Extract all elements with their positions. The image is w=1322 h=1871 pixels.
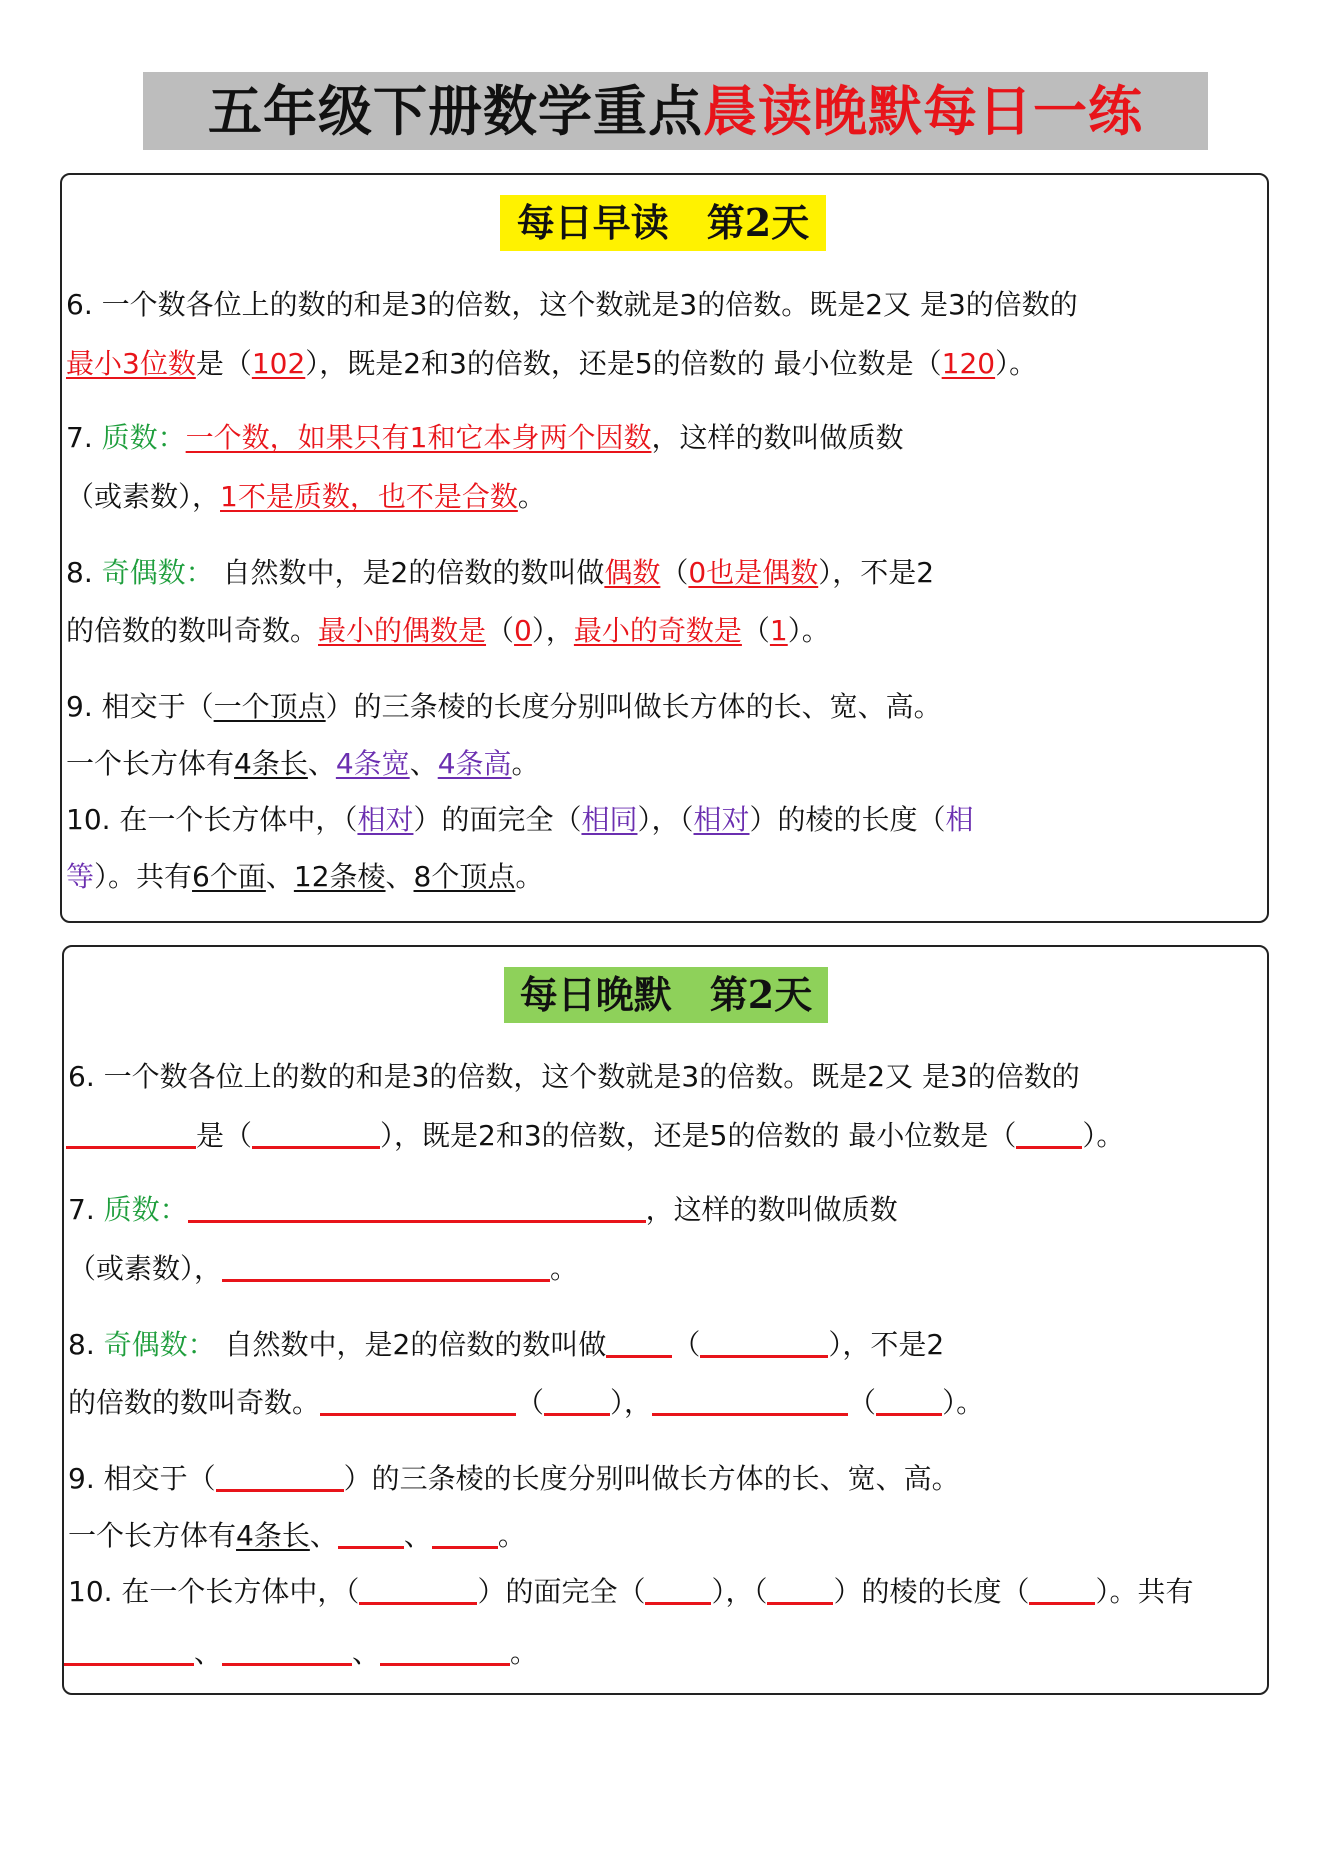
text: 是（ bbox=[195, 347, 252, 380]
evening-q8-line2 bbox=[68, 1385, 984, 1421]
answer-text: 一个数，如果只有1和它本身两个因数 bbox=[185, 421, 652, 454]
text: 、 bbox=[309, 1519, 338, 1552]
answer-text: 120 bbox=[941, 347, 996, 380]
fill-blank[interactable] bbox=[222, 1251, 550, 1282]
text: 、 bbox=[385, 860, 414, 893]
text: （ bbox=[660, 556, 689, 589]
text: ，这样的数叫做质数 bbox=[645, 1193, 898, 1226]
fill-blank[interactable] bbox=[66, 1118, 196, 1149]
term-label: 奇偶数： bbox=[101, 556, 214, 589]
evening-q7-line1 bbox=[68, 1192, 898, 1228]
text: 的倍数的数叫奇数。 bbox=[68, 1386, 321, 1419]
term-label: 奇偶数： bbox=[103, 1328, 216, 1361]
morning-q10-line2 bbox=[66, 859, 543, 895]
text: ）。 bbox=[1082, 1119, 1125, 1152]
answer-text: 0也是偶数 bbox=[688, 556, 819, 589]
morning-q8-line2 bbox=[66, 613, 830, 649]
text: ）的三条棱的长度分别叫做长方体的长、宽、高。 bbox=[325, 690, 942, 723]
text: 、 bbox=[307, 747, 336, 780]
evening-q10-line2 bbox=[64, 1635, 538, 1671]
text: 9. 相交于（ bbox=[66, 690, 214, 723]
text: 、 bbox=[403, 1519, 432, 1552]
text: 自然数中，是2的倍数的数叫做 bbox=[213, 556, 605, 589]
text: ）的面完全（ bbox=[477, 1575, 646, 1608]
answer-text: 6个面 bbox=[192, 860, 266, 893]
text: ），不是2 bbox=[828, 1328, 945, 1361]
text: 。 bbox=[510, 1636, 539, 1669]
fill-blank[interactable] bbox=[338, 1518, 404, 1549]
fill-blank[interactable] bbox=[432, 1518, 498, 1549]
text: 7. bbox=[66, 421, 102, 454]
text: ）的面完全（ bbox=[413, 803, 582, 836]
text: 10. 在一个长方体中，（ bbox=[66, 803, 358, 836]
fill-blank[interactable] bbox=[188, 1192, 646, 1223]
text: ），既是2和3的倍数，还是5的倍数的 最小位数是（ bbox=[380, 1119, 1017, 1152]
fill-blank[interactable] bbox=[222, 1635, 352, 1666]
answer-text: 相 bbox=[945, 803, 974, 836]
text: （或素数）， bbox=[66, 480, 221, 513]
text: 9. 相交于（ bbox=[68, 1462, 216, 1495]
text: ）。 bbox=[787, 614, 830, 647]
answer-text: 最小的奇数是 bbox=[573, 614, 742, 647]
morning-q6-line2 bbox=[66, 346, 1037, 382]
text: ）， bbox=[531, 614, 574, 647]
text: 。 bbox=[497, 1519, 526, 1552]
fill-blank[interactable] bbox=[64, 1635, 194, 1666]
text: 的倍数的数叫奇数。 bbox=[66, 614, 319, 647]
answer-text: 4条高 bbox=[437, 747, 512, 780]
morning-q8-line1 bbox=[66, 555, 934, 591]
evening-q6-line1: 6. 一个数各位上的数的和是3的倍数，这个数就是3的倍数。既是2又 是3的倍数的 bbox=[68, 1060, 1080, 1093]
text: ，这样的数叫做质数 bbox=[651, 421, 904, 454]
text: 8. bbox=[66, 556, 102, 589]
title-part-2: 晨读晚默每日一练 bbox=[703, 79, 1143, 143]
morning-title-day: 第2天 bbox=[706, 200, 810, 245]
text: 一个长方体有 bbox=[68, 1519, 237, 1552]
text: （ bbox=[516, 1386, 545, 1419]
answer-text: 最小的偶数是 bbox=[318, 614, 487, 647]
evening-q10-line1 bbox=[68, 1574, 1194, 1610]
text: 7. bbox=[68, 1193, 104, 1226]
evening-title-label: 每日晚默 bbox=[519, 972, 672, 1017]
text: ），不是2 bbox=[818, 556, 935, 589]
text: ），既是2和3的倍数，还是5的倍数的 最小位数是（ bbox=[305, 347, 942, 380]
answer-text: 偶数 bbox=[604, 556, 661, 589]
morning-q10-line1 bbox=[66, 802, 974, 838]
text: （ bbox=[486, 614, 515, 647]
text: ）的棱的长度（ bbox=[749, 803, 946, 836]
fill-blank[interactable] bbox=[252, 1118, 380, 1149]
answer-text: 一个顶点 bbox=[213, 690, 326, 723]
answer-text: 0 bbox=[514, 614, 532, 647]
text: 8. bbox=[68, 1328, 104, 1361]
fill-blank[interactable] bbox=[876, 1385, 942, 1416]
text: 一个长方体有 bbox=[66, 747, 235, 780]
morning-q6-line1: 6. 一个数各位上的数的和是3的倍数，这个数就是3的倍数。既是2又 是3的倍数的 bbox=[66, 288, 1078, 321]
fill-blank[interactable] bbox=[606, 1327, 672, 1358]
evening-q9-line2 bbox=[68, 1518, 526, 1554]
morning-q7-line1 bbox=[66, 420, 903, 456]
text: ）。 bbox=[942, 1386, 985, 1419]
text: ），（ bbox=[711, 1575, 768, 1608]
answer-text: 等 bbox=[66, 860, 95, 893]
answer-text: 1 bbox=[769, 614, 788, 647]
text: 是（ bbox=[196, 1119, 253, 1152]
evening-card-title bbox=[504, 967, 828, 1023]
evening-title-day: 第2天 bbox=[709, 972, 813, 1017]
text: 。 bbox=[517, 480, 546, 513]
answer-text: 相对 bbox=[693, 803, 750, 836]
evening-q8-line1 bbox=[68, 1327, 944, 1363]
fill-blank[interactable] bbox=[216, 1461, 344, 1492]
term-label: 质数： bbox=[103, 1193, 188, 1226]
fill-blank[interactable] bbox=[359, 1574, 477, 1605]
text: 。 bbox=[511, 747, 540, 780]
answer-text: 相对 bbox=[357, 803, 414, 836]
text: ）， bbox=[610, 1386, 653, 1419]
text: 。 bbox=[550, 1252, 579, 1285]
fill-blank[interactable] bbox=[320, 1385, 516, 1416]
text: 自然数中，是2的倍数的数叫做 bbox=[215, 1328, 607, 1361]
answer-text: 4条长 bbox=[234, 747, 308, 780]
text: （ bbox=[741, 614, 770, 647]
text: 10. 在一个长方体中，（ bbox=[68, 1575, 360, 1608]
title-part-1: 五年级下册数学重点 bbox=[208, 79, 703, 143]
morning-q9-line2 bbox=[66, 746, 540, 782]
text: （ bbox=[848, 1386, 877, 1419]
text: ）。共有 bbox=[94, 860, 193, 893]
evening-q9-line1 bbox=[68, 1461, 960, 1497]
answer-text: 12条棱 bbox=[293, 860, 386, 893]
text: ）的三条棱的长度分别叫做长方体的长、宽、高。 bbox=[343, 1462, 960, 1495]
fill-blank[interactable] bbox=[645, 1574, 711, 1605]
text: 、 bbox=[194, 1636, 223, 1669]
fill-blank[interactable] bbox=[652, 1385, 848, 1416]
fill-blank[interactable] bbox=[544, 1385, 610, 1416]
text: ）。 bbox=[995, 347, 1038, 380]
morning-title-label: 每日早读 bbox=[516, 200, 669, 245]
text: 、 bbox=[409, 747, 438, 780]
fill-blank[interactable] bbox=[380, 1635, 510, 1666]
answer-text: 1不是质数，也不是合数 bbox=[220, 480, 518, 513]
fill-blank[interactable] bbox=[767, 1574, 833, 1605]
answer-text: 最小3位数 bbox=[66, 347, 196, 380]
text: 、 bbox=[352, 1636, 381, 1669]
evening-dictation-card bbox=[62, 945, 1269, 1695]
text: 。 bbox=[515, 860, 544, 893]
text: ），（ bbox=[637, 803, 694, 836]
page-title bbox=[143, 72, 1208, 150]
fill-blank[interactable] bbox=[700, 1327, 828, 1358]
morning-q9-line1 bbox=[66, 689, 942, 725]
text: 、 bbox=[265, 860, 294, 893]
text: （ bbox=[672, 1328, 701, 1361]
answer-text: 相同 bbox=[581, 803, 638, 836]
term-label: 质数： bbox=[101, 421, 186, 454]
morning-reading-card bbox=[60, 173, 1269, 923]
answer-text: 8个顶点 bbox=[413, 860, 516, 893]
answer-text: 102 bbox=[251, 347, 306, 380]
fill-blank[interactable] bbox=[1029, 1574, 1095, 1605]
text: ）的棱的长度（ bbox=[833, 1575, 1030, 1608]
text: （或素数）， bbox=[68, 1252, 223, 1285]
answer-text: 4条长 bbox=[236, 1519, 310, 1552]
answer-text: 4条宽 bbox=[335, 747, 410, 780]
morning-card-title bbox=[500, 195, 826, 251]
evening-q6-line2 bbox=[66, 1118, 1124, 1154]
fill-blank[interactable] bbox=[1016, 1118, 1082, 1149]
evening-q7-line2 bbox=[68, 1251, 578, 1287]
text: ）。共有 bbox=[1095, 1575, 1194, 1608]
morning-q7-line2 bbox=[66, 479, 546, 515]
